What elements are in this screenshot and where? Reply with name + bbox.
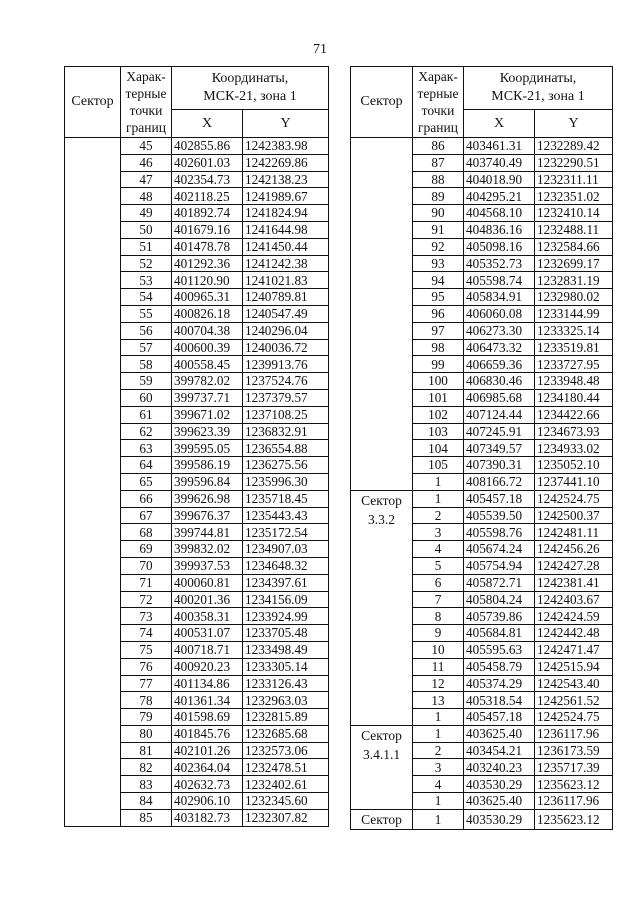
x-coordinate-cell: 405739.86: [464, 608, 535, 625]
point-number-cell: 63: [121, 440, 172, 457]
x-coordinate-cell: 401478.78: [172, 238, 243, 255]
point-number-cell: 87: [413, 154, 464, 171]
x-coordinate-cell: 404018.90: [464, 171, 535, 188]
x-coordinate-cell: 406273.30: [464, 322, 535, 339]
point-number-cell: 6: [413, 574, 464, 591]
header-x: X: [172, 110, 243, 138]
y-coordinate-cell: 1235443.43: [243, 507, 329, 524]
table-row: [351, 490, 613, 507]
point-number-cell: 83: [121, 776, 172, 793]
point-number-cell: 1: [413, 793, 464, 810]
x-coordinate-cell: 401845.76: [172, 725, 243, 742]
y-coordinate-cell: 1233948.48: [535, 373, 613, 390]
x-coordinate-cell: 405674.24: [464, 541, 535, 558]
y-coordinate-cell: 1233924.99: [243, 608, 329, 625]
point-number-cell: 61: [121, 406, 172, 423]
x-coordinate-cell: 401892.74: [172, 205, 243, 222]
x-coordinate-cell: 403461.31: [464, 138, 535, 155]
x-coordinate-cell: 405684.81: [464, 625, 535, 642]
y-coordinate-cell: 1233325.14: [535, 322, 613, 339]
y-coordinate-cell: 1240547.49: [243, 305, 329, 322]
y-coordinate-cell: 1232488.11: [535, 221, 613, 238]
y-coordinate-cell: 1232685.68: [243, 725, 329, 742]
point-number-cell: 84: [121, 793, 172, 810]
x-coordinate-cell: 399626.98: [172, 490, 243, 507]
x-coordinate-cell: 399737.71: [172, 389, 243, 406]
y-coordinate-cell: 1241824.94: [243, 205, 329, 222]
x-coordinate-cell: 405457.18: [464, 709, 535, 726]
y-coordinate-cell: 1232410.14: [535, 205, 613, 222]
y-coordinate-cell: 1237379.57: [243, 389, 329, 406]
point-number-cell: 86: [413, 138, 464, 155]
point-number-cell: 96: [413, 305, 464, 322]
y-coordinate-cell: 1242442.48: [535, 625, 613, 642]
point-number-cell: 70: [121, 557, 172, 574]
y-coordinate-cell: 1232963.03: [243, 692, 329, 709]
point-number-cell: 80: [121, 725, 172, 742]
point-number-cell: 53: [121, 272, 172, 289]
x-coordinate-cell: 408166.72: [464, 473, 535, 490]
x-coordinate-cell: 400531.07: [172, 625, 243, 642]
point-number-cell: 75: [121, 641, 172, 658]
y-coordinate-cell: 1234156.09: [243, 591, 329, 608]
sector-cell: [65, 138, 121, 827]
header-coordinates-line: МСК-21, зона 1: [491, 89, 585, 104]
y-coordinate-cell: 1233126.43: [243, 675, 329, 692]
header-coordinates: [172, 67, 329, 110]
y-coordinate-cell: 1235996.30: [243, 473, 329, 490]
y-coordinate-cell: 1236117.96: [535, 793, 613, 810]
x-coordinate-cell: 405598.74: [464, 272, 535, 289]
point-number-cell: 4: [413, 541, 464, 558]
x-coordinate-cell: 403625.40: [464, 725, 535, 742]
y-coordinate-cell: 1232584.66: [535, 238, 613, 255]
point-number-cell: 64: [121, 457, 172, 474]
x-coordinate-cell: 399586.19: [172, 457, 243, 474]
sector-label: Сектор: [361, 492, 402, 508]
point-number-cell: 104: [413, 440, 464, 457]
x-coordinate-cell: 402354.73: [172, 171, 243, 188]
point-number-cell: 92: [413, 238, 464, 255]
x-coordinate-cell: 400060.81: [172, 574, 243, 591]
x-coordinate-cell: 402601.03: [172, 154, 243, 171]
y-coordinate-cell: 1240296.04: [243, 322, 329, 339]
x-coordinate-cell: 399832.02: [172, 541, 243, 558]
header-sector: Сектор: [351, 67, 413, 138]
y-coordinate-cell: 1242424.59: [535, 608, 613, 625]
sector-label: 3.3.2: [368, 511, 395, 527]
y-coordinate-cell: 1234933.02: [535, 440, 613, 457]
point-number-cell: 76: [121, 658, 172, 675]
point-number-cell: 54: [121, 289, 172, 306]
y-coordinate-cell: 1233705.48: [243, 625, 329, 642]
x-coordinate-cell: 405352.73: [464, 255, 535, 272]
y-coordinate-cell: 1236117.96: [535, 725, 613, 742]
y-coordinate-cell: 1242481.11: [535, 524, 613, 541]
x-coordinate-cell: 400965.31: [172, 289, 243, 306]
point-number-cell: 82: [121, 759, 172, 776]
point-number-cell: 93: [413, 255, 464, 272]
y-coordinate-cell: 1235172.54: [243, 524, 329, 541]
x-coordinate-cell: 405595.63: [464, 641, 535, 658]
x-coordinate-cell: 406060.08: [464, 305, 535, 322]
x-coordinate-cell: 402364.04: [172, 759, 243, 776]
y-coordinate-cell: 1235623.12: [535, 776, 613, 793]
point-number-cell: 97: [413, 322, 464, 339]
point-number-cell: 98: [413, 339, 464, 356]
x-coordinate-cell: 404295.21: [464, 188, 535, 205]
point-number-cell: 57: [121, 339, 172, 356]
point-number-cell: 13: [413, 692, 464, 709]
x-coordinate-cell: 402101.26: [172, 742, 243, 759]
point-number-cell: 73: [121, 608, 172, 625]
table-row: [351, 725, 613, 742]
x-coordinate-cell: 399596.84: [172, 473, 243, 490]
y-coordinate-cell: 1242500.37: [535, 507, 613, 524]
point-number-cell: 5: [413, 557, 464, 574]
point-number-cell: 1: [413, 725, 464, 742]
y-coordinate-cell: 1242524.75: [535, 490, 613, 507]
y-coordinate-cell: 1241450.44: [243, 238, 329, 255]
y-coordinate-cell: 1242383.98: [243, 138, 329, 155]
y-coordinate-cell: 1242381.41: [535, 574, 613, 591]
y-coordinate-cell: 1241989.67: [243, 188, 329, 205]
point-number-cell: 60: [121, 389, 172, 406]
point-number-cell: 90: [413, 205, 464, 222]
y-coordinate-cell: 1232980.02: [535, 289, 613, 306]
point-number-cell: 48: [121, 188, 172, 205]
point-number-cell: 99: [413, 356, 464, 373]
y-coordinate-cell: 1240789.81: [243, 289, 329, 306]
y-coordinate-cell: 1236554.88: [243, 440, 329, 457]
y-coordinate-cell: 1234907.03: [243, 541, 329, 558]
point-number-cell: 79: [121, 709, 172, 726]
point-number-cell: 4: [413, 776, 464, 793]
x-coordinate-cell: 399782.02: [172, 373, 243, 390]
x-coordinate-cell: 401361.34: [172, 692, 243, 709]
x-coordinate-cell: 405457.18: [464, 490, 535, 507]
y-coordinate-cell: 1242269.86: [243, 154, 329, 171]
sector-label: 3.4.1.1: [362, 746, 401, 762]
x-coordinate-cell: 403530.29: [464, 776, 535, 793]
y-coordinate-cell: 1237524.76: [243, 373, 329, 390]
x-coordinate-cell: 405098.16: [464, 238, 535, 255]
x-coordinate-cell: 402632.73: [172, 776, 243, 793]
point-number-cell: 2: [413, 507, 464, 524]
x-coordinate-cell: 399623.39: [172, 423, 243, 440]
x-coordinate-cell: 404568.10: [464, 205, 535, 222]
point-number-cell: 1: [413, 473, 464, 490]
header-points-line: Харак-: [126, 69, 166, 84]
point-number-cell: 11: [413, 658, 464, 675]
x-coordinate-cell: 405754.94: [464, 557, 535, 574]
x-coordinate-cell: 399595.05: [172, 440, 243, 457]
y-coordinate-cell: 1232290.51: [535, 154, 613, 171]
point-number-cell: 3: [413, 524, 464, 541]
y-coordinate-cell: 1233498.49: [243, 641, 329, 658]
y-coordinate-cell: 1242543.40: [535, 675, 613, 692]
table-row: [351, 138, 613, 155]
x-coordinate-cell: 400558.45: [172, 356, 243, 373]
y-coordinate-cell: 1232311.11: [535, 171, 613, 188]
y-coordinate-cell: 1232815.89: [243, 709, 329, 726]
table-row: [351, 809, 613, 829]
x-coordinate-cell: 403454.21: [464, 742, 535, 759]
x-coordinate-cell: 405872.71: [464, 574, 535, 591]
point-number-cell: 3: [413, 759, 464, 776]
point-number-cell: 103: [413, 423, 464, 440]
x-coordinate-cell: 403182.73: [172, 809, 243, 826]
x-coordinate-cell: 403740.49: [464, 154, 535, 171]
x-coordinate-cell: 402855.86: [172, 138, 243, 155]
x-coordinate-cell: 400600.39: [172, 339, 243, 356]
x-coordinate-cell: 406830.46: [464, 373, 535, 390]
point-number-cell: 71: [121, 574, 172, 591]
x-coordinate-cell: 403530.29: [464, 809, 535, 829]
point-number-cell: 56: [121, 322, 172, 339]
y-coordinate-cell: 1232573.06: [243, 742, 329, 759]
y-coordinate-cell: 1241242.38: [243, 255, 329, 272]
x-coordinate-cell: 407390.31: [464, 457, 535, 474]
header-y: Y: [243, 110, 329, 138]
y-coordinate-cell: 1234648.32: [243, 557, 329, 574]
header-coordinates-line: МСК-21, зона 1: [203, 89, 297, 104]
table-body-left: [65, 138, 329, 827]
y-coordinate-cell: 1232478.51: [243, 759, 329, 776]
y-coordinate-cell: 1236173.59: [535, 742, 613, 759]
header-y: Y: [535, 110, 613, 138]
coordinates-table-left: [64, 66, 329, 827]
y-coordinate-cell: 1235623.12: [535, 809, 613, 829]
x-coordinate-cell: 399744.81: [172, 524, 243, 541]
y-coordinate-cell: 1242403.67: [535, 591, 613, 608]
point-number-cell: 81: [121, 742, 172, 759]
point-number-cell: 95: [413, 289, 464, 306]
page-number: 71: [313, 42, 327, 57]
y-coordinate-cell: 1235718.45: [243, 490, 329, 507]
sector-cell: [351, 138, 413, 491]
y-coordinate-cell: 1235052.10: [535, 457, 613, 474]
sector-cell: [351, 809, 413, 829]
point-number-cell: 74: [121, 625, 172, 642]
header-points-line: терные: [125, 86, 167, 101]
sector-label: Сектор: [361, 727, 402, 743]
point-number-cell: 58: [121, 356, 172, 373]
x-coordinate-cell: 404836.16: [464, 221, 535, 238]
header-points-line: границ: [418, 120, 458, 135]
point-number-cell: 2: [413, 742, 464, 759]
x-coordinate-cell: 405318.54: [464, 692, 535, 709]
y-coordinate-cell: 1242561.52: [535, 692, 613, 709]
header-coordinates-line: Координаты,: [211, 71, 289, 86]
point-number-cell: 47: [121, 171, 172, 188]
point-number-cell: 1: [413, 490, 464, 507]
y-coordinate-cell: 1242515.94: [535, 658, 613, 675]
point-number-cell: 51: [121, 238, 172, 255]
point-number-cell: 100: [413, 373, 464, 390]
x-coordinate-cell: 403240.23: [464, 759, 535, 776]
point-number-cell: 62: [121, 423, 172, 440]
x-coordinate-cell: 402906.10: [172, 793, 243, 810]
y-coordinate-cell: 1242524.75: [535, 709, 613, 726]
x-coordinate-cell: 405374.29: [464, 675, 535, 692]
y-coordinate-cell: 1233144.99: [535, 305, 613, 322]
header-x: X: [464, 110, 535, 138]
header-points-line: точки: [421, 103, 455, 118]
x-coordinate-cell: 400920.23: [172, 658, 243, 675]
x-coordinate-cell: 402118.25: [172, 188, 243, 205]
point-number-cell: 69: [121, 541, 172, 558]
point-number-cell: 1: [413, 709, 464, 726]
x-coordinate-cell: 405458.79: [464, 658, 535, 675]
x-coordinate-cell: 399676.37: [172, 507, 243, 524]
sector-cell: [351, 725, 413, 809]
y-coordinate-cell: 1240036.72: [243, 339, 329, 356]
x-coordinate-cell: 405598.76: [464, 524, 535, 541]
y-coordinate-cell: 1233727.95: [535, 356, 613, 373]
point-number-cell: 8: [413, 608, 464, 625]
y-coordinate-cell: 1236275.56: [243, 457, 329, 474]
point-number-cell: 10: [413, 641, 464, 658]
point-number-cell: 105: [413, 457, 464, 474]
y-coordinate-cell: 1232699.17: [535, 255, 613, 272]
y-coordinate-cell: 1234397.61: [243, 574, 329, 591]
point-number-cell: 49: [121, 205, 172, 222]
x-coordinate-cell: 405804.24: [464, 591, 535, 608]
point-number-cell: 1: [413, 809, 464, 829]
y-coordinate-cell: 1232289.42: [535, 138, 613, 155]
point-number-cell: 85: [121, 809, 172, 826]
sector-label: Сектор: [361, 811, 402, 827]
y-coordinate-cell: 1232351.02: [535, 188, 613, 205]
point-number-cell: 89: [413, 188, 464, 205]
y-coordinate-cell: 1237441.10: [535, 473, 613, 490]
point-number-cell: 77: [121, 675, 172, 692]
y-coordinate-cell: 1232307.82: [243, 809, 329, 826]
y-coordinate-cell: 1241021.83: [243, 272, 329, 289]
point-number-cell: 101: [413, 389, 464, 406]
y-coordinate-cell: 1236832.91: [243, 423, 329, 440]
point-number-cell: 68: [121, 524, 172, 541]
x-coordinate-cell: 407124.44: [464, 406, 535, 423]
x-coordinate-cell: 406473.32: [464, 339, 535, 356]
header-points-line: точки: [129, 103, 163, 118]
point-number-cell: 7: [413, 591, 464, 608]
y-coordinate-cell: 1232831.19: [535, 272, 613, 289]
x-coordinate-cell: 400718.71: [172, 641, 243, 658]
sector-cell: [351, 490, 413, 725]
x-coordinate-cell: 400201.36: [172, 591, 243, 608]
header-points: [413, 67, 464, 138]
y-coordinate-cell: 1233519.81: [535, 339, 613, 356]
x-coordinate-cell: 401120.90: [172, 272, 243, 289]
header-points-line: Харак-: [418, 69, 458, 84]
point-number-cell: 94: [413, 272, 464, 289]
header-coordinates-line: Координаты,: [499, 71, 577, 86]
point-number-cell: 55: [121, 305, 172, 322]
y-coordinate-cell: 1242456.26: [535, 541, 613, 558]
header-points-line: границ: [126, 120, 166, 135]
y-coordinate-cell: 1233305.14: [243, 658, 329, 675]
x-coordinate-cell: 407245.91: [464, 423, 535, 440]
y-coordinate-cell: 1235717.39: [535, 759, 613, 776]
point-number-cell: 9: [413, 625, 464, 642]
y-coordinate-cell: 1242427.28: [535, 557, 613, 574]
point-number-cell: 65: [121, 473, 172, 490]
point-number-cell: 50: [121, 221, 172, 238]
point-number-cell: 52: [121, 255, 172, 272]
y-coordinate-cell: 1242138.23: [243, 171, 329, 188]
point-number-cell: 45: [121, 138, 172, 155]
y-coordinate-cell: 1232402.61: [243, 776, 329, 793]
header-sector: Сектор: [65, 67, 121, 138]
point-number-cell: 88: [413, 171, 464, 188]
x-coordinate-cell: 399671.02: [172, 406, 243, 423]
point-number-cell: 102: [413, 406, 464, 423]
x-coordinate-cell: 406659.36: [464, 356, 535, 373]
y-coordinate-cell: 1234180.44: [535, 389, 613, 406]
x-coordinate-cell: 407349.57: [464, 440, 535, 457]
header-coordinates: [464, 67, 613, 110]
y-coordinate-cell: 1242471.47: [535, 641, 613, 658]
x-coordinate-cell: 405834.91: [464, 289, 535, 306]
y-coordinate-cell: 1239913.76: [243, 356, 329, 373]
x-coordinate-cell: 400704.38: [172, 322, 243, 339]
y-coordinate-cell: 1232345.60: [243, 793, 329, 810]
y-coordinate-cell: 1234673.93: [535, 423, 613, 440]
y-coordinate-cell: 1241644.98: [243, 221, 329, 238]
x-coordinate-cell: 405539.50: [464, 507, 535, 524]
table-row: [65, 138, 329, 155]
point-number-cell: 72: [121, 591, 172, 608]
point-number-cell: 67: [121, 507, 172, 524]
x-coordinate-cell: 400358.31: [172, 608, 243, 625]
y-coordinate-cell: 1234422.66: [535, 406, 613, 423]
x-coordinate-cell: 399937.53: [172, 557, 243, 574]
table-body-right: [351, 138, 613, 830]
header-points-line: терные: [417, 86, 459, 101]
x-coordinate-cell: 403625.40: [464, 793, 535, 810]
x-coordinate-cell: 400826.18: [172, 305, 243, 322]
header-points: [121, 67, 172, 138]
x-coordinate-cell: 406985.68: [464, 389, 535, 406]
point-number-cell: 78: [121, 692, 172, 709]
x-coordinate-cell: 401598.69: [172, 709, 243, 726]
point-number-cell: 66: [121, 490, 172, 507]
point-number-cell: 59: [121, 373, 172, 390]
y-coordinate-cell: 1237108.25: [243, 406, 329, 423]
point-number-cell: 12: [413, 675, 464, 692]
x-coordinate-cell: 401134.86: [172, 675, 243, 692]
point-number-cell: 46: [121, 154, 172, 171]
coordinates-table-right: [350, 66, 613, 830]
x-coordinate-cell: 401292.36: [172, 255, 243, 272]
x-coordinate-cell: 401679.16: [172, 221, 243, 238]
point-number-cell: 91: [413, 221, 464, 238]
